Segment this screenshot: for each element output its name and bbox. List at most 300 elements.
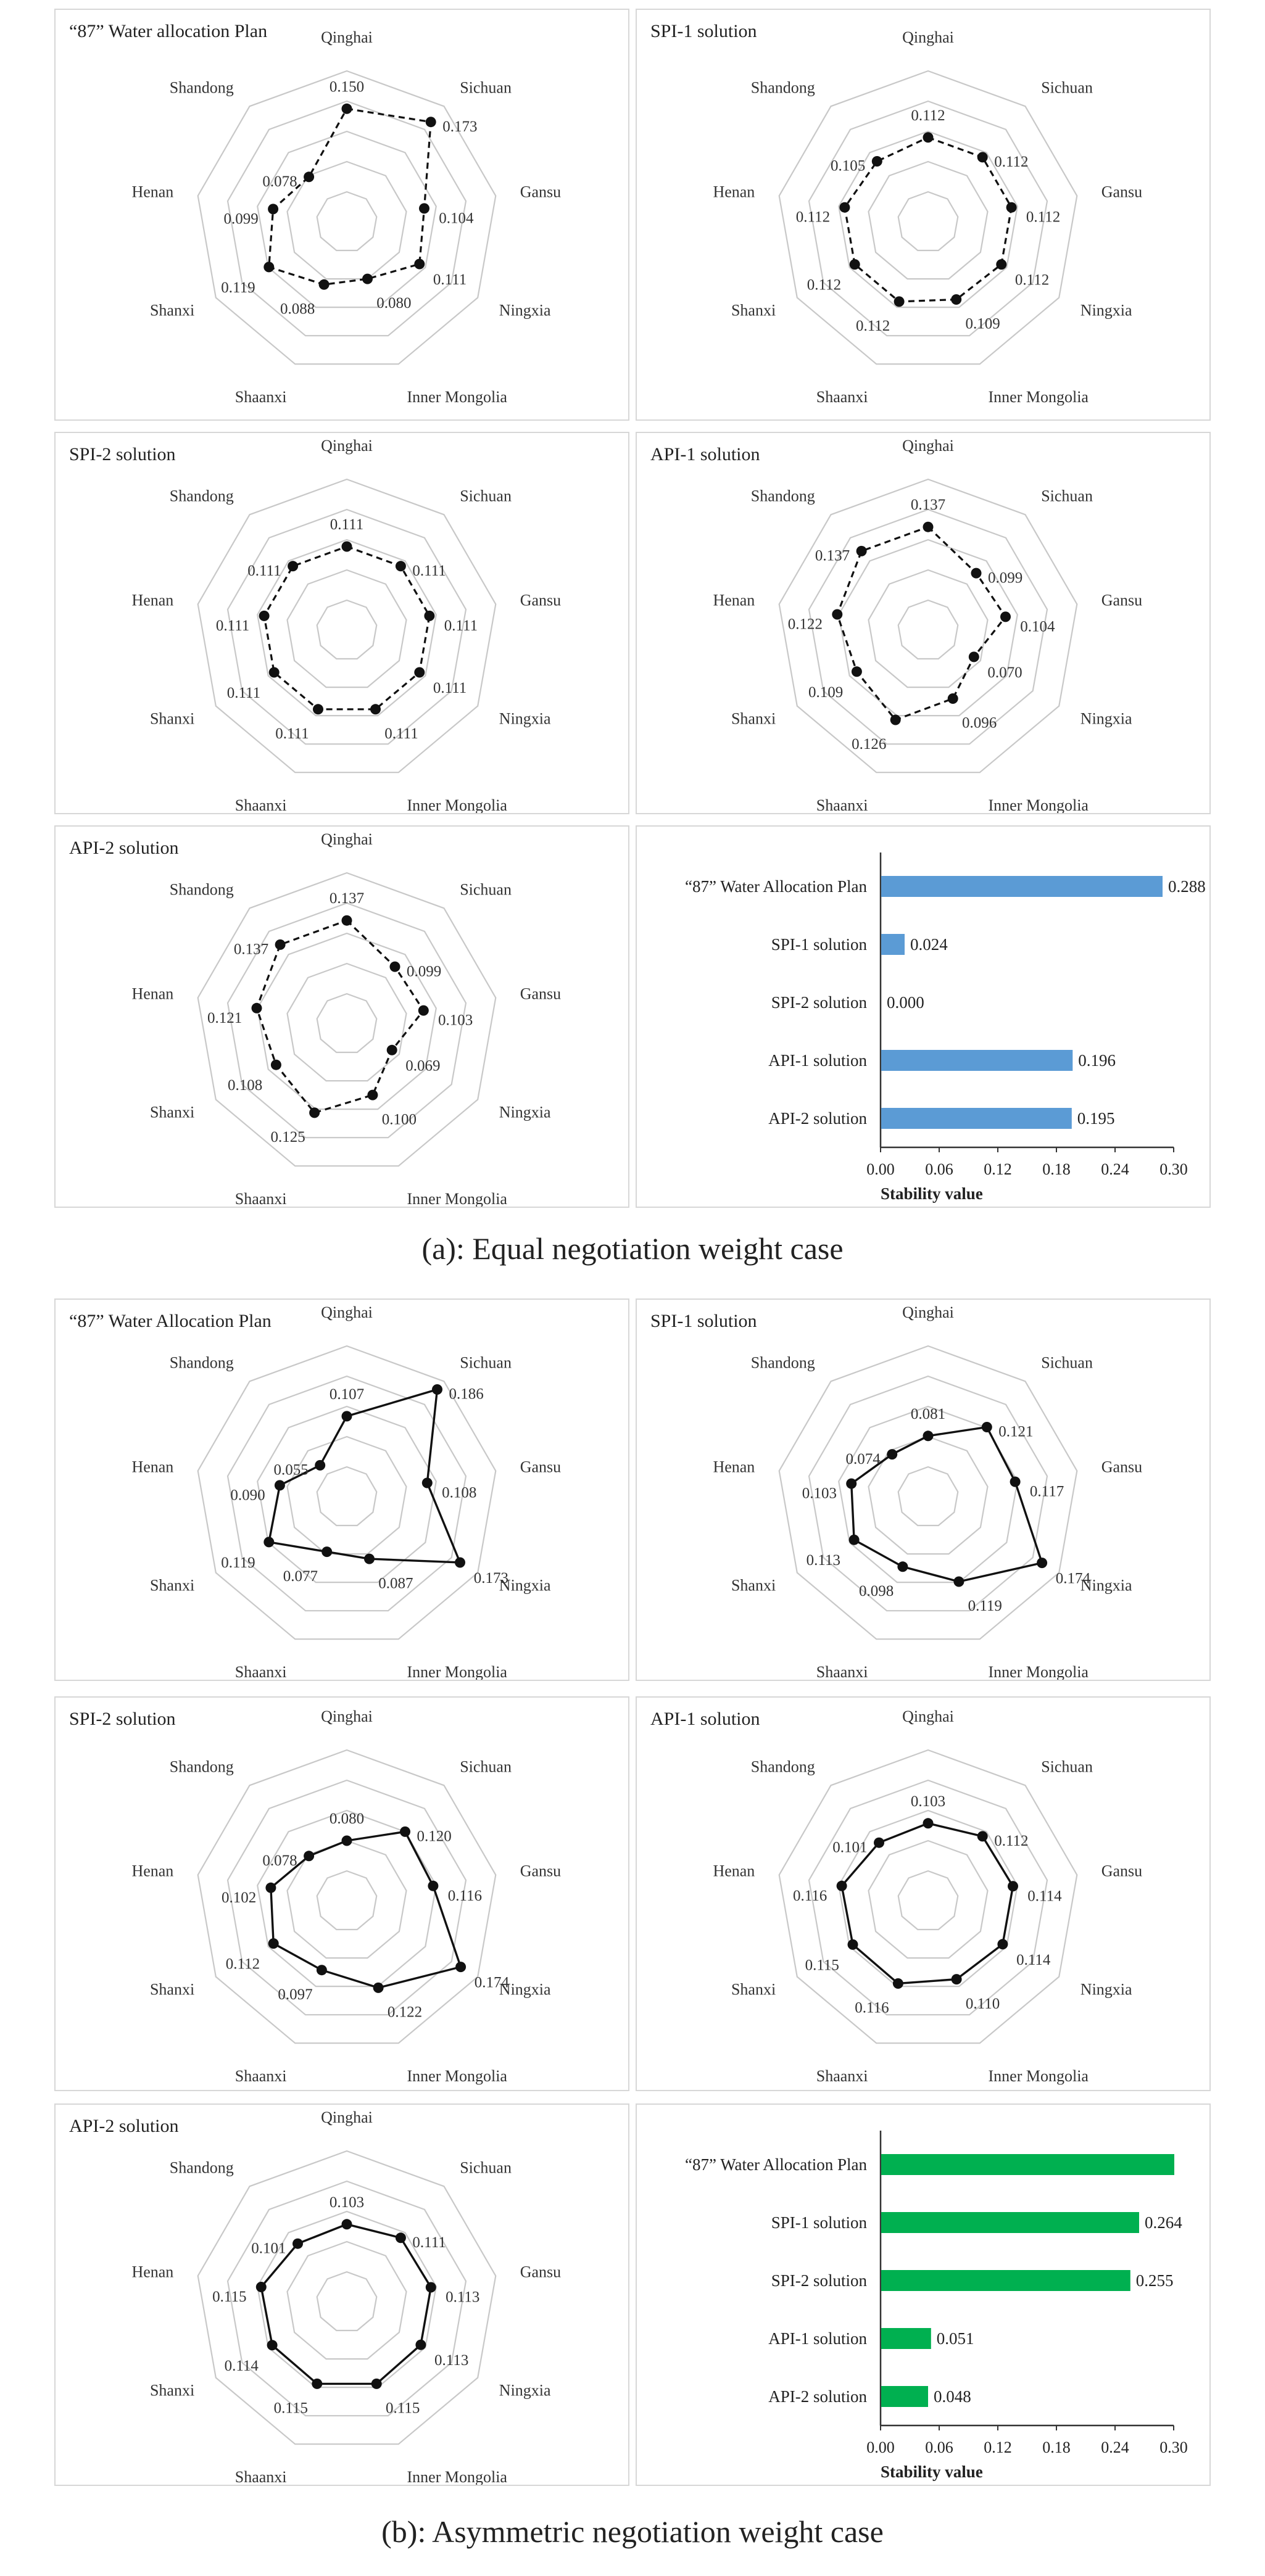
axis-label-gansu: Gansu bbox=[1101, 591, 1143, 609]
value-label-henan: 0.121 bbox=[207, 1009, 243, 1026]
value-label-gansu: 0.111 bbox=[444, 617, 478, 634]
category-label: API-2 solution bbox=[768, 2387, 867, 2406]
axis-label-shaanxi: Shaanxi bbox=[234, 2467, 287, 2485]
value-label-sichuan: 0.111 bbox=[412, 563, 446, 580]
axis-label-gansu: Gansu bbox=[1101, 1862, 1143, 1880]
value-label-qinghai: 0.112 bbox=[911, 107, 945, 124]
data-point-shandong bbox=[856, 546, 867, 556]
value-label-inner-mongolia: 0.122 bbox=[387, 2004, 423, 2021]
radar-chart-b2 bbox=[637, 1300, 1209, 1680]
data-point-ningxia bbox=[996, 259, 1006, 270]
axis-label-qinghai: Qinghai bbox=[902, 28, 954, 46]
category-label: API-1 solution bbox=[768, 1051, 867, 1070]
data-point-gansu bbox=[1010, 1477, 1021, 1487]
axis-label-henan: Henan bbox=[713, 591, 755, 609]
axis-label-sichuan: Sichuan bbox=[1041, 1353, 1093, 1372]
data-point-ningxia bbox=[455, 1962, 466, 1972]
axis-label-sichuan: Sichuan bbox=[460, 880, 512, 899]
value-label-ningxia: 0.112 bbox=[1014, 271, 1050, 289]
value-label-shaanxi: 0.112 bbox=[855, 318, 890, 335]
axis-label-inner-mongolia: Inner Mongolia bbox=[988, 796, 1089, 813]
panel-b6 bbox=[636, 2103, 1211, 2486]
value-label-henan: 0.102 bbox=[221, 1889, 257, 1906]
x-tick-label: 0.12 bbox=[984, 2438, 1012, 2456]
axis-label-ningxia: Ningxia bbox=[499, 301, 551, 320]
data-point-sichuan bbox=[390, 962, 400, 972]
x-tick-label: 0.00 bbox=[866, 2438, 895, 2456]
data-point-shaanxi bbox=[893, 1978, 903, 1989]
axis-label-inner-mongolia: Inner Mongolia bbox=[988, 387, 1089, 406]
value-label-sichuan: 0.112 bbox=[994, 1833, 1029, 1850]
bar-value-label: 0.264 bbox=[1145, 2213, 1182, 2232]
value-label-sichuan: 0.112 bbox=[994, 154, 1029, 171]
grid-ring-2 bbox=[869, 162, 988, 279]
value-label-gansu: 0.103 bbox=[438, 1012, 473, 1029]
axis-label-shaanxi: Shaanxi bbox=[234, 387, 287, 406]
x-tick-label: 0.00 bbox=[866, 1160, 895, 1178]
grid-ring-3 bbox=[257, 131, 436, 307]
axis-label-gansu: Gansu bbox=[520, 2263, 562, 2281]
data-point-shandong bbox=[275, 939, 286, 950]
x-tick-label: 0.24 bbox=[1101, 2438, 1129, 2456]
grid-ring-1 bbox=[317, 192, 377, 250]
axis-label-henan: Henan bbox=[131, 2263, 174, 2281]
data-point-shandong bbox=[887, 1449, 897, 1459]
value-label-sichuan: 0.121 bbox=[998, 1423, 1034, 1440]
axis-label-shanxi: Shanxi bbox=[149, 1980, 195, 1999]
panel-b2 bbox=[636, 1298, 1211, 1681]
axis-label-shanxi: Shanxi bbox=[731, 1576, 776, 1595]
grid-ring-3 bbox=[257, 933, 436, 1109]
data-point-shaanxi bbox=[317, 1965, 327, 1975]
value-label-gansu: 0.104 bbox=[1020, 618, 1055, 635]
axis-label-shandong: Shandong bbox=[169, 1353, 234, 1372]
axis-label-shanxi: Shanxi bbox=[149, 1576, 195, 1595]
axis-label-inner-mongolia: Inner Mongolia bbox=[407, 387, 507, 406]
data-point-sichuan bbox=[977, 152, 988, 162]
value-label-henan: 0.115 bbox=[212, 2289, 247, 2306]
value-label-henan: 0.099 bbox=[223, 210, 259, 228]
value-label-inner-mongolia: 0.096 bbox=[962, 714, 997, 732]
bar-1 bbox=[881, 2154, 1174, 2175]
x-tick-label: 0.12 bbox=[984, 1160, 1012, 1178]
data-point-henan bbox=[846, 1479, 856, 1489]
axis-label-shandong: Shandong bbox=[750, 78, 815, 97]
axis-label-qinghai: Qinghai bbox=[902, 1707, 954, 1725]
axis-label-shaanxi: Shaanxi bbox=[234, 1189, 287, 1207]
data-point-inner-mongolia bbox=[370, 704, 381, 714]
data-point-sichuan bbox=[400, 1827, 410, 1837]
panel-b4 bbox=[636, 1696, 1211, 2091]
axis-label-shanxi: Shanxi bbox=[149, 1103, 195, 1121]
data-point-qinghai bbox=[342, 1836, 352, 1846]
value-label-gansu: 0.116 bbox=[447, 1887, 483, 1904]
value-label-shaanxi: 0.125 bbox=[270, 1129, 305, 1146]
axis-label-henan: Henan bbox=[713, 183, 755, 201]
grid-ring-1 bbox=[898, 192, 958, 250]
data-point-henan bbox=[837, 1881, 847, 1891]
data-point-ningxia bbox=[1037, 1558, 1047, 1568]
data-point-qinghai bbox=[923, 522, 934, 532]
grid-ring-1 bbox=[898, 600, 958, 659]
data-point-sichuan bbox=[426, 117, 436, 127]
axis-label-shandong: Shandong bbox=[750, 1757, 815, 1776]
chart-title: “87” Water allocation Plan bbox=[69, 21, 268, 41]
data-point-inner-mongolia bbox=[953, 1577, 964, 1587]
bar-5 bbox=[881, 1108, 1072, 1129]
chart-title: SPI-2 solution bbox=[69, 1709, 176, 1729]
value-label-shaanxi: 0.126 bbox=[852, 736, 887, 753]
axis-label-gansu: Gansu bbox=[520, 183, 562, 201]
data-point-henan bbox=[252, 1003, 262, 1013]
data-point-inner-mongolia bbox=[373, 1983, 384, 1993]
panel-a6 bbox=[636, 825, 1211, 1208]
grid-ring-1 bbox=[898, 1467, 958, 1525]
x-axis-title: Stability value bbox=[881, 2462, 983, 2481]
data-point-shaanxi bbox=[894, 296, 905, 307]
axis-label-shanxi: Shanxi bbox=[149, 709, 195, 728]
value-label-shandong: 0.101 bbox=[832, 1839, 868, 1856]
value-label-shanxi: 0.112 bbox=[225, 1955, 260, 1973]
data-point-gansu bbox=[1000, 611, 1011, 622]
grid-ring-2 bbox=[288, 964, 407, 1081]
caption-b: (b): Asymmetric negotiation weight case bbox=[381, 2514, 884, 2549]
axis-label-qinghai: Qinghai bbox=[321, 2108, 373, 2126]
value-label-shaanxi: 0.115 bbox=[273, 2400, 308, 2417]
axis-label-shandong: Shandong bbox=[750, 487, 815, 505]
axis-label-ningxia: Ningxia bbox=[499, 1576, 551, 1595]
value-label-inner-mongolia: 0.080 bbox=[376, 295, 412, 312]
axis-label-shandong: Shandong bbox=[169, 1757, 234, 1776]
series-line bbox=[842, 1823, 1013, 1984]
value-label-ningxia: 0.069 bbox=[405, 1057, 441, 1075]
axis-label-inner-mongolia: Inner Mongolia bbox=[407, 2467, 507, 2485]
data-point-shandong bbox=[874, 1838, 884, 1848]
data-point-ningxia bbox=[414, 259, 425, 270]
axis-label-gansu: Gansu bbox=[520, 1862, 562, 1880]
data-point-shaanxi bbox=[312, 2379, 322, 2389]
value-label-inner-mongolia: 0.109 bbox=[965, 315, 1000, 332]
data-point-inner-mongolia bbox=[362, 274, 373, 284]
grid-ring-3 bbox=[257, 540, 436, 716]
axis-label-ningxia: Ningxia bbox=[1080, 709, 1132, 728]
value-label-gansu: 0.104 bbox=[439, 210, 474, 227]
axis-label-qinghai: Qinghai bbox=[902, 1303, 954, 1321]
category-label: SPI-2 solution bbox=[771, 993, 867, 1012]
panel-a3 bbox=[54, 432, 629, 814]
radar-chart-a2 bbox=[637, 10, 1209, 419]
chart-title: API-1 solution bbox=[650, 444, 760, 464]
data-point-qinghai bbox=[342, 1411, 352, 1421]
axis-label-gansu: Gansu bbox=[1101, 1458, 1143, 1476]
axis-label-qinghai: Qinghai bbox=[321, 437, 373, 455]
data-point-shanxi bbox=[263, 1537, 274, 1547]
value-label-inner-mongolia: 0.110 bbox=[965, 1995, 1000, 2012]
axis-label-shanxi: Shanxi bbox=[731, 709, 776, 728]
value-label-henan: 0.103 bbox=[802, 1485, 837, 1502]
grid-ring-1 bbox=[317, 994, 377, 1052]
x-tick-label: 0.30 bbox=[1159, 2438, 1188, 2456]
bar-chart-b6 bbox=[637, 2105, 1209, 2485]
bar-2 bbox=[881, 934, 905, 955]
data-point-gansu bbox=[1008, 1881, 1018, 1891]
value-label-shanxi: 0.119 bbox=[221, 279, 255, 296]
axis-label-inner-mongolia: Inner Mongolia bbox=[407, 796, 507, 813]
grid-ring-2 bbox=[869, 570, 988, 687]
radar-chart-a3 bbox=[56, 433, 628, 813]
grid-ring-2 bbox=[869, 1437, 988, 1554]
bar-value-label: 0.024 bbox=[910, 935, 948, 954]
axis-label-henan: Henan bbox=[131, 591, 174, 609]
value-label-qinghai: 0.137 bbox=[910, 497, 946, 514]
grid-ring-2 bbox=[288, 2242, 407, 2359]
value-label-inner-mongolia: 0.115 bbox=[386, 2400, 420, 2417]
data-point-gansu bbox=[428, 1881, 438, 1891]
grid-ring-3 bbox=[839, 1810, 1018, 1986]
value-label-ningxia: 0.070 bbox=[987, 664, 1022, 681]
value-label-qinghai: 0.111 bbox=[330, 516, 364, 533]
axis-label-shaanxi: Shaanxi bbox=[234, 796, 287, 813]
x-tick-label: 0.18 bbox=[1042, 1160, 1071, 1178]
panel-a4 bbox=[636, 432, 1211, 814]
data-point-ningxia bbox=[969, 651, 979, 662]
grid-ring-1 bbox=[317, 1871, 377, 1930]
data-point-shandong bbox=[315, 1460, 325, 1471]
data-point-inner-mongolia bbox=[371, 2379, 382, 2389]
bar-value-label: 0.000 bbox=[887, 993, 924, 1012]
bar-5 bbox=[881, 2386, 928, 2407]
grid-ring-2 bbox=[288, 1437, 407, 1554]
value-label-sichuan: 0.186 bbox=[449, 1385, 484, 1403]
bar-1 bbox=[881, 876, 1163, 897]
data-point-sichuan bbox=[971, 568, 982, 579]
data-point-henan bbox=[275, 1480, 285, 1490]
data-point-henan bbox=[256, 2282, 267, 2292]
data-point-qinghai bbox=[923, 1818, 934, 1828]
value-label-shaanxi: 0.097 bbox=[278, 1986, 313, 2003]
data-point-shanxi bbox=[269, 667, 280, 678]
chart-title: API-1 solution bbox=[650, 1709, 760, 1729]
value-label-shanxi: 0.112 bbox=[807, 276, 842, 294]
grid-ring-4 bbox=[809, 510, 1047, 744]
axis-label-qinghai: Qinghai bbox=[321, 28, 373, 46]
value-label-ningxia: 0.111 bbox=[433, 680, 467, 696]
data-point-qinghai bbox=[923, 1430, 934, 1441]
axis-label-sichuan: Sichuan bbox=[1041, 487, 1093, 505]
value-label-shanxi: 0.114 bbox=[224, 2357, 259, 2374]
axis-label-shaanxi: Shaanxi bbox=[816, 1662, 868, 1680]
value-label-shandong: 0.078 bbox=[262, 173, 297, 191]
value-label-qinghai: 0.103 bbox=[910, 1793, 946, 1810]
data-point-sichuan bbox=[982, 1422, 992, 1432]
value-label-qinghai: 0.080 bbox=[329, 1810, 365, 1827]
data-point-shanxi bbox=[849, 1535, 860, 1545]
axis-label-inner-mongolia: Inner Mongolia bbox=[407, 2066, 507, 2085]
data-point-inner-mongolia bbox=[951, 294, 961, 305]
axis-label-shaanxi: Shaanxi bbox=[816, 387, 868, 406]
panel-b1 bbox=[54, 1298, 629, 1681]
value-label-shandong: 0.074 bbox=[845, 1450, 881, 1468]
axis-label-sichuan: Sichuan bbox=[1041, 1757, 1093, 1776]
data-point-inner-mongolia bbox=[948, 693, 958, 704]
value-label-henan: 0.090 bbox=[230, 1487, 265, 1504]
data-point-sichuan bbox=[396, 561, 406, 571]
data-point-shandong bbox=[288, 561, 298, 571]
value-label-gansu: 0.117 bbox=[1029, 1483, 1064, 1500]
value-label-shandong: 0.105 bbox=[831, 157, 866, 175]
value-label-inner-mongolia: 0.100 bbox=[381, 1111, 417, 1128]
panel-a2 bbox=[636, 9, 1211, 421]
axis-label-shaanxi: Shaanxi bbox=[816, 2066, 868, 2085]
grid-ring-1 bbox=[317, 600, 377, 659]
value-label-ningxia: 0.174 bbox=[474, 1974, 509, 1991]
data-point-qinghai bbox=[342, 542, 352, 552]
axis-label-ningxia: Ningxia bbox=[1080, 1576, 1132, 1595]
category-label: SPI-2 solution bbox=[771, 2271, 867, 2290]
grid-ring-1 bbox=[317, 1467, 377, 1525]
axis-label-shanxi: Shanxi bbox=[731, 301, 776, 320]
value-label-qinghai: 0.137 bbox=[329, 890, 365, 907]
panel-a1 bbox=[54, 9, 629, 421]
category-label: API-2 solution bbox=[768, 1109, 867, 1128]
category-label: SPI-1 solution bbox=[771, 935, 867, 954]
value-label-sichuan: 0.120 bbox=[417, 1828, 452, 1845]
axis-label-sichuan: Sichuan bbox=[460, 487, 512, 505]
value-label-shanxi: 0.109 bbox=[808, 683, 844, 701]
axis-label-ningxia: Ningxia bbox=[499, 1980, 551, 1999]
value-label-shandong: 0.055 bbox=[273, 1461, 309, 1479]
axis-label-shandong: Shandong bbox=[169, 880, 234, 899]
axis-label-inner-mongolia: Inner Mongolia bbox=[407, 1662, 507, 1680]
data-point-qinghai bbox=[342, 915, 352, 926]
value-label-shandong: 0.137 bbox=[815, 547, 850, 564]
value-label-henan: 0.112 bbox=[795, 208, 831, 226]
value-label-shanxi: 0.115 bbox=[805, 1957, 839, 1974]
data-point-henan bbox=[259, 611, 270, 621]
axis-label-shandong: Shandong bbox=[169, 2158, 234, 2177]
data-point-gansu bbox=[419, 203, 429, 213]
data-point-shanxi bbox=[268, 1938, 279, 1949]
bar-value-label: 0.048 bbox=[934, 2387, 971, 2406]
value-label-ningxia: 0.114 bbox=[1016, 1951, 1051, 1968]
panel-b5 bbox=[54, 2103, 629, 2486]
axis-label-gansu: Gansu bbox=[520, 591, 562, 609]
axis-label-sichuan: Sichuan bbox=[460, 1757, 512, 1776]
grid-ring-2 bbox=[869, 1841, 988, 1958]
data-point-shaanxi bbox=[890, 715, 901, 725]
chart-title: “87” Water Allocation Plan bbox=[69, 1311, 272, 1331]
radar-chart-b5 bbox=[56, 2105, 628, 2485]
value-label-ningxia: 0.113 bbox=[434, 2352, 469, 2369]
bar-value-label: 0.051 bbox=[936, 2329, 974, 2348]
category-label: “87” Water Allocation Plan bbox=[685, 2155, 867, 2174]
axis-label-shanxi: Shanxi bbox=[731, 1980, 776, 1999]
axis-label-gansu: Gansu bbox=[1101, 183, 1143, 201]
axis-label-shaanxi: Shaanxi bbox=[234, 2066, 287, 2085]
bar-2 bbox=[881, 2212, 1139, 2233]
data-point-sichuan bbox=[977, 1831, 988, 1841]
value-label-sichuan: 0.099 bbox=[988, 569, 1023, 587]
value-label-shandong: 0.137 bbox=[233, 941, 269, 958]
data-point-gansu bbox=[426, 2282, 436, 2293]
axis-label-ningxia: Ningxia bbox=[1080, 301, 1132, 320]
axis-label-henan: Henan bbox=[131, 183, 174, 201]
bar-value-label: 0.288 bbox=[1168, 877, 1206, 896]
value-label-gansu: 0.112 bbox=[1026, 208, 1061, 226]
x-tick-label: 0.06 bbox=[925, 1160, 953, 1178]
data-point-shanxi bbox=[850, 259, 860, 270]
data-point-ningxia bbox=[997, 1939, 1008, 1949]
axis-label-qinghai: Qinghai bbox=[321, 830, 373, 848]
data-point-inner-mongolia bbox=[952, 1974, 962, 1984]
axis-label-henan: Henan bbox=[131, 1458, 174, 1476]
data-point-shaanxi bbox=[309, 1107, 320, 1118]
data-point-gansu bbox=[424, 611, 434, 621]
value-label-henan: 0.122 bbox=[787, 616, 823, 633]
x-tick-label: 0.06 bbox=[925, 2438, 953, 2456]
category-label: “87” Water Allocation Plan bbox=[685, 877, 867, 896]
value-label-henan: 0.116 bbox=[792, 1887, 827, 1904]
data-point-shaanxi bbox=[897, 1561, 908, 1572]
grid-ring-2 bbox=[288, 570, 407, 687]
value-label-inner-mongolia: 0.111 bbox=[384, 725, 418, 742]
chart-title: SPI-1 solution bbox=[650, 1311, 757, 1331]
chart-title: SPI-2 solution bbox=[69, 444, 176, 464]
series-line bbox=[269, 109, 431, 284]
data-point-shandong bbox=[304, 1851, 314, 1861]
axis-label-ningxia: Ningxia bbox=[499, 709, 551, 728]
radar-chart-b4 bbox=[637, 1698, 1209, 2090]
data-point-shaanxi bbox=[321, 1546, 332, 1557]
axis-label-inner-mongolia: Inner Mongolia bbox=[988, 2066, 1089, 2085]
x-tick-label: 0.24 bbox=[1101, 1160, 1129, 1178]
axis-label-sichuan: Sichuan bbox=[460, 1353, 512, 1372]
bar-value-label: 0.196 bbox=[1078, 1051, 1116, 1070]
value-label-shanxi: 0.108 bbox=[228, 1077, 263, 1094]
axis-label-qinghai: Qinghai bbox=[321, 1303, 373, 1321]
axis-label-henan: Henan bbox=[713, 1458, 755, 1476]
axis-label-henan: Henan bbox=[131, 985, 174, 1003]
value-label-ningxia: 0.111 bbox=[433, 271, 467, 288]
x-tick-label: 0.30 bbox=[1159, 1160, 1188, 1178]
bar-value-label: 0.195 bbox=[1077, 1109, 1115, 1128]
data-point-ningxia bbox=[387, 1045, 397, 1055]
grid-ring-1 bbox=[898, 1871, 958, 1930]
data-point-henan bbox=[832, 609, 842, 620]
data-point-qinghai bbox=[923, 132, 934, 142]
data-point-ningxia bbox=[455, 1558, 465, 1568]
value-label-shandong: 0.078 bbox=[262, 1852, 297, 1870]
data-point-shanxi bbox=[848, 1939, 858, 1950]
panel-a5 bbox=[54, 825, 629, 1208]
axis-label-sichuan: Sichuan bbox=[460, 78, 512, 97]
value-label-shanxi: 0.113 bbox=[806, 1552, 840, 1569]
data-point-gansu bbox=[1006, 202, 1017, 213]
chart-title: API-2 solution bbox=[69, 838, 179, 858]
value-label-sichuan: 0.099 bbox=[407, 963, 442, 980]
axis-label-inner-mongolia: Inner Mongolia bbox=[407, 1189, 507, 1207]
data-point-shandong bbox=[304, 171, 314, 182]
axis-label-ningxia: Ningxia bbox=[1080, 1980, 1132, 1999]
radar-chart-a5 bbox=[56, 827, 628, 1207]
value-label-ningxia: 0.173 bbox=[473, 1570, 508, 1587]
value-label-gansu: 0.113 bbox=[446, 2289, 480, 2306]
axis-label-shaanxi: Shaanxi bbox=[816, 796, 868, 813]
data-point-shaanxi bbox=[313, 704, 323, 714]
value-label-sichuan: 0.173 bbox=[442, 118, 478, 135]
axis-label-gansu: Gansu bbox=[520, 985, 562, 1003]
category-label: API-1 solution bbox=[768, 2329, 867, 2348]
